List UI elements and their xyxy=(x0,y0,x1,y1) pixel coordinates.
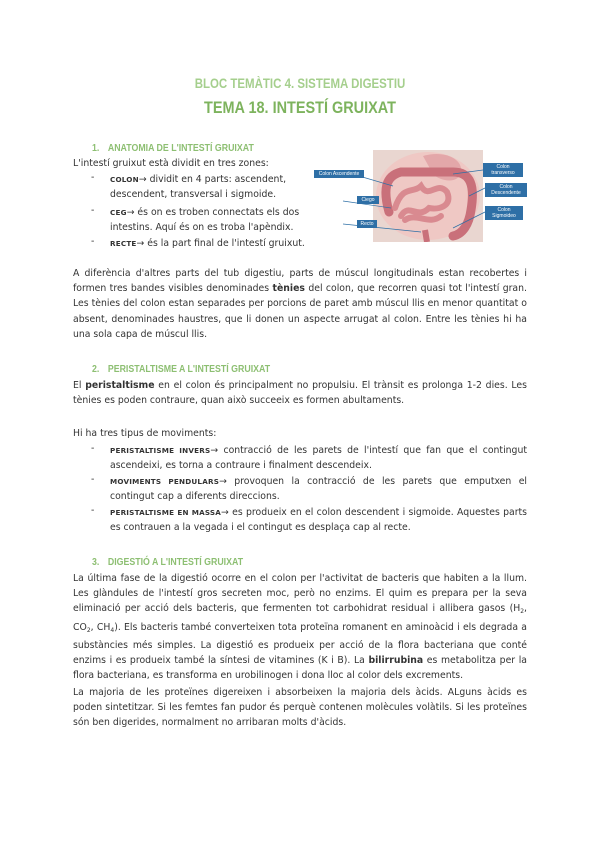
bullet-text: → contracció de les parets de l'intestí que fan que el contingut ascendeixi, es torna a contraure i finalment descendeix. xyxy=(110,445,527,472)
bullet-peristaltisme-invers xyxy=(110,443,527,473)
section-2-number: 2. xyxy=(92,364,100,375)
bullet-marker: - xyxy=(91,474,95,485)
section-1-number: 1. xyxy=(92,143,100,154)
bullet-ceg-cont: intestins. Aquí és on es troba l'apèndix. xyxy=(110,222,294,233)
bullet-marker: - xyxy=(91,172,95,183)
text-run: , CH xyxy=(90,621,111,633)
section-3-title: DIGESTIÓ A L'INTESTÍ GRUIXAT xyxy=(107,557,244,568)
bullet-text: → dividit en 4 parts: ascendent, xyxy=(138,174,287,185)
section-2-heading xyxy=(92,364,270,375)
section-3-heading xyxy=(92,557,243,568)
bullet-ceg xyxy=(110,205,302,220)
bullet-colon xyxy=(110,172,302,187)
label-colon-descendente: Colon Descendente xyxy=(485,183,527,197)
text-run: , CO xyxy=(73,603,527,633)
text-run: A diferència d'altres parts del tub digestiu, parts de múscul longitudinals estan recobertes i formen tres bandes visibles denominades xyxy=(73,268,527,295)
section-2-title: PERISTALTISME A L'INTESTÍ GRUIXAT xyxy=(107,364,271,375)
bullet-term: MOVIMENTS PENDULARS xyxy=(110,477,220,486)
bullet-term: COLON xyxy=(110,175,139,184)
section-3-number: 3. xyxy=(92,557,100,568)
block-title: BLOC TEMÀTIC 4. SISTEMA DIGESTIU xyxy=(194,76,406,91)
bullet-marker: - xyxy=(91,505,95,516)
text-run: ). Els bacteris també converteixen tota proteïna romanent en aminoàcid i els degrada a substàncies més simples. La digestió es produeix per acció de la flora bacteriana que conté enzims i es produeix també la síntesi de vitamines (K i B). La xyxy=(73,621,527,667)
label-colon-sigmoideo: Colon Sigmoideo xyxy=(485,206,523,220)
bullet-marker: - xyxy=(91,443,95,454)
bullet-text: → es produeix en el colon descendent i sigmoide. Aquestes parts es contrauen a la vegada i el contingut es desplaça cap al recte. xyxy=(110,507,528,534)
bullet-text: → és la part final de l'intestí gruixut. xyxy=(136,238,305,249)
section-3-paragraph-2: La majoria de les proteïnes digereixen i absorbeixen la majoria dels àcids. ALguns àcids es poden sintetitzar. Si les femtes fan pudor és perquè contenen molècules volàtils. Si les proteïnes són ben digerides, normalment no arribaran molts d'àcids. xyxy=(73,687,527,729)
text-run: es metabolitza per la flora bacteriana, es transforma en urobilinogen i dona lloc al color dels excrements. xyxy=(73,655,527,682)
bullet-term: RECTE xyxy=(110,239,137,248)
bullet-term: PERISTALTISME INVERS xyxy=(110,446,211,455)
bullet-term: PERISTALTISME EN MASSA xyxy=(110,508,222,517)
label-colon-transverso: Colon transverso xyxy=(483,163,523,177)
label-recto: Recto xyxy=(357,220,377,228)
bold-term: peristaltisme xyxy=(85,380,155,391)
bullet-marker: - xyxy=(91,205,95,216)
section-2-paragraph xyxy=(73,378,527,408)
section-2-movements-intro: Hi ha tres tipus de moviments: xyxy=(73,428,217,439)
text-run: La última fase de la digestió ocorre en el colon per l'activitat de bacteris que habiten a la llum. Les glàndules de l'intestí gros secreten moc, però no enzims. El quim es prepara per la seva eliminació per acció dels bacteris, que fermenten tot carbohidrat residual i allibera gasos (H xyxy=(73,573,527,615)
large-intestine-illustration xyxy=(313,150,527,242)
bullet-peristaltisme-massa xyxy=(110,505,527,535)
subscript: 2 xyxy=(520,608,525,616)
section-1-paragraph xyxy=(73,266,527,342)
bold-term: tènies xyxy=(272,283,305,295)
page-title: TEMA 18. INTESTÍ GRUIXAT xyxy=(204,98,396,117)
bullet-recte xyxy=(110,236,310,251)
subscript: 4 xyxy=(110,626,115,634)
section-1-title: ANATOMIA DE L'INTESTÍ GRUIXAT xyxy=(107,143,254,154)
bullet-term: CEG xyxy=(110,208,127,217)
label-ciego: Ciego xyxy=(357,196,379,204)
bullet-marker: - xyxy=(91,236,95,247)
text-run: en el colon és principalment no propulsiu. El trànsit es prolonga 1-2 dies. Les tènies es poden contraure, quan això succeeix es formen abultaments. xyxy=(73,380,527,407)
subscript: 2 xyxy=(86,626,91,634)
section-1-heading xyxy=(92,143,254,154)
label-colon-ascendente: Colon Ascendente xyxy=(314,170,364,178)
bullet-moviments-pendulars xyxy=(110,474,527,504)
section-1-intro: L'intestí gruixut està dividit en tres zones: xyxy=(73,158,269,169)
bullet-text: → és on es troben connectats els dos xyxy=(126,207,300,218)
text-run: del colon, que recorren quasi tot l'intestí gran. Les tènies del colon estan separades per porcions de paret amb múscul llis en menor quantitat o absent, denominades haustres, que li donen un aspecte arrugat al colon. Entre les tènies hi ha una sola capa de múscul llis. xyxy=(73,283,527,340)
bold-term: bilirrubina xyxy=(368,655,424,667)
text-run: El xyxy=(73,380,86,391)
bullet-text: → provoquen la contracció de les parets que emputxen el contingut cap a diferents direccions. xyxy=(110,476,527,503)
bullet-colon-cont: descendent, transversal i sigmoide. xyxy=(110,189,277,200)
section-3-paragraph xyxy=(73,571,527,683)
